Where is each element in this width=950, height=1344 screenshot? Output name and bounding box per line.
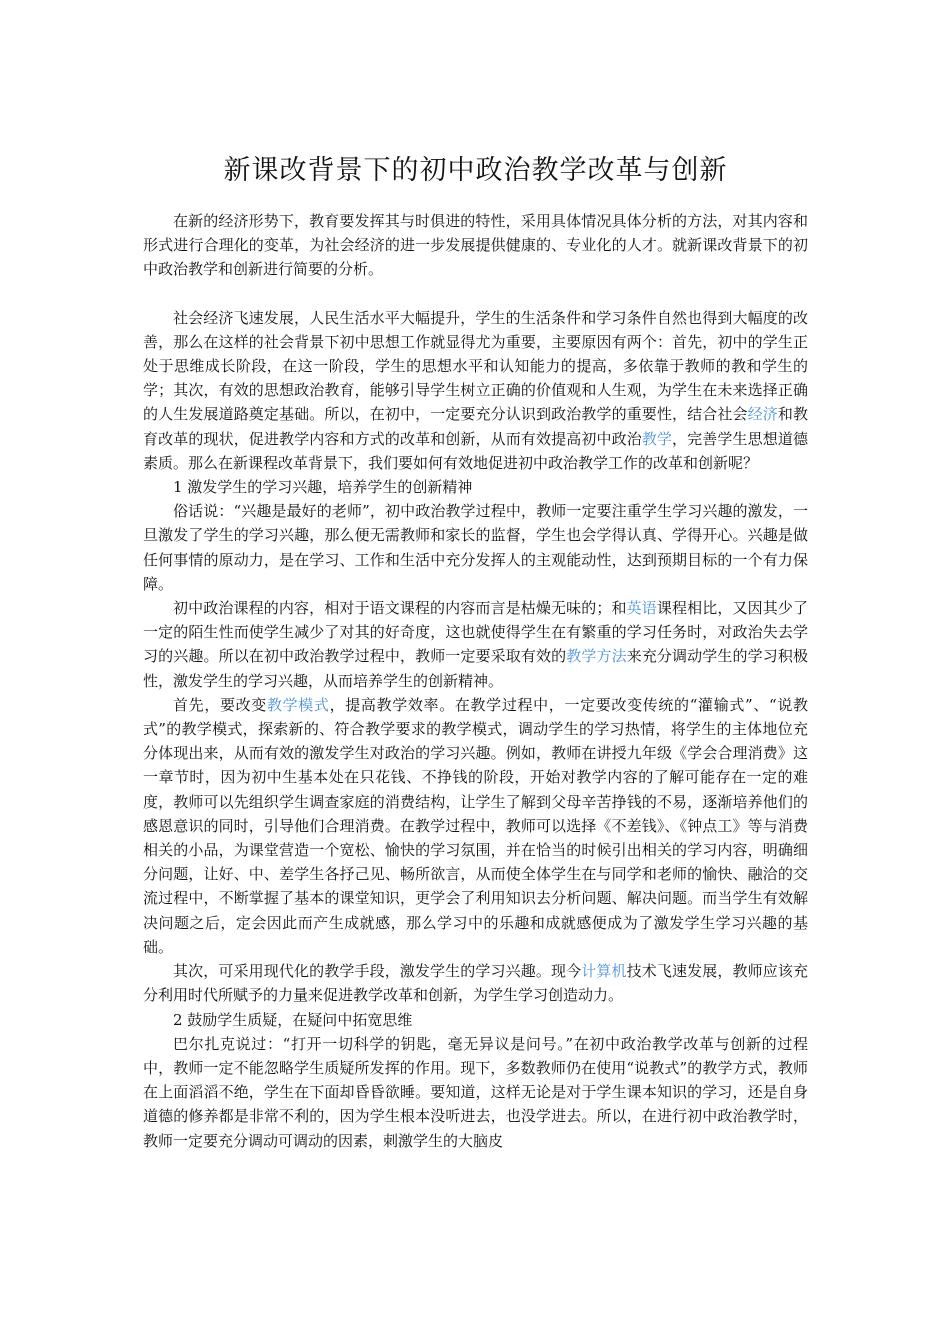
text-span: 初中政治课程的内容，相对于语文课程的内容而言是枯燥无味的；和 <box>173 599 627 618</box>
paragraph-interest: 俗话说：“兴趣是最好的老师”，初中政治教学过程中，教师一定要注重学生学习兴趣的激发，一旦激发了学生的学习兴趣，那么便无需教师和家长的监督，学生也会学得认真、学得开心。兴趣是做任何事情的原动力，是在学习、工作和生活中充分发挥人的主观能动性，达到预期目标的一个有力保障。 <box>143 502 808 593</box>
text-span: 首先，要改变 <box>173 695 267 714</box>
paragraph-modern-means <box>143 959 808 1007</box>
text-span: 和教育改革的现状，促进教学内容和方式的改革和创新，从而有效提高初中政治 <box>143 405 808 448</box>
link-jiaoxue[interactable]: 教学 <box>641 429 673 448</box>
page-title: 新课改背景下的初中政治教学改革与创新 <box>223 155 728 186</box>
paragraph-course-content <box>143 596 808 693</box>
text-span: 课程相比，又因其少了一定的陌生性而使学生减少了对其的好奇度，这也就使得学生在有繁重的学习任务时，对政治失去学习的兴趣。所以在初中政治教学过程中，教师一定要采取有效的 <box>143 599 808 666</box>
section-heading-1: 1 激发学生的学习兴趣，培养学生的创新精神 <box>173 478 473 497</box>
link-jiaoxue-fangfa[interactable]: 教学方法 <box>566 647 627 666</box>
link-yingyu[interactable]: 英语 <box>626 599 657 618</box>
intro-paragraph: 在新的经济形势下，教育要发挥其与时俱进的特性，采用具体情况具体分析的方法，对其内容和形式进行合理化的变革，为社会经济的进一步发展提供健康的、专业化的人才。就新课改背景下的初中政治教学和创新进行简要的分析。 <box>143 212 808 279</box>
section-heading-2: 2 鼓励学生质疑，在疑问中拓宽思维 <box>173 1010 413 1029</box>
text-span: 社会经济飞速发展，人民生活水平大幅提升，学生的生活条件和学习条件自然也得到大幅度的改善，那么在这样的社会背景下初中思想工作就显得尤为重要，主要原因有两个：首先，初中的学生正处于思维成长阶段，在这一阶段，学生的思想水平和认知能力的提高，多依靠于教师的教和学生的学；其次，有效的思想政治教育，能够引导学生树立正确的价值观和人生观，为学生在未来选择正确的人生发展道路奠定基础。所以，在初中，一定要充分认识到政治教学的重要性，结合社会 <box>143 308 808 424</box>
text-span: ，提高教学效率。在教学过程中，一定要改变传统的“灌输式”、“说教式”的教学模式，探索新的、符合教学要求的教学模式，调动学生的学习热情，将学生的主体地位充分体现出来，从而有效的激发学生对政治的学习兴趣。例如，教师在讲授九年级《学会合理消费》这一章节时，因为初中生基本处在只花钱、不挣钱的阶段，开始对教学内容的了解可能存在一定的难度，教师可以先组织学生调查家庭的消费结构，让学生了解到父母辛苦挣钱的不易，逐渐培养他们的感恩意识的同时，引导他们合理消费。在教学过程中，教师可以选择《不差钱》、《钟点工》等与消费相关的小品，为课堂营造一个宽松、愉快的学习氛围，并在恰当的时候引出相关的学习内容，明确细分问题，让好、中、差学生各抒己见、畅所欲言，从而使全体学生在与同学和老师的愉快、融洽的交流过程中，不断掌握了基本的课堂知识，更学会了利用知识去分析问题、解决问题。而当学生有效解决问题之后，定会因此而产生成就感，那么学习中的乐趣和成就感便成为了激发学生学习兴趣的基础。 <box>143 695 808 956</box>
text-span: 其次，可采用现代化的教学手段，激发学生的学习兴趣。现今 <box>173 962 582 981</box>
text-span: 来充分调动学生的学习积极性，激发学生的学习兴趣，从而培养学生的创新精神。 <box>143 647 808 690</box>
text-span: ，完善学生思想道德素质。那么在新课程改革背景下，我们要如何有效地促进初中政治教学工作的改革和创新呢？ <box>143 429 808 472</box>
link-jisuanji[interactable]: 计算机 <box>581 962 627 981</box>
paragraph-questioning: 巴尔扎克说过：“打开一切科学的钥匙，毫无异议是问号。”在初中政治教学改革与创新的过程中，教师一定不能忽略学生质疑所发挥的作用。现下，多数教师仍在使用“说教式”的教学方式，教师在上面滔滔不绝，学生在下面却昏昏欲睡。要知道，这样无论是对于学生课本知识的学习，还是自身道德的修养都是非常不利的，因为学生根本没听进去，也没学进去。所以，在进行初中政治教学时，教师一定要充分调动可调动的因素，刺激学生的大脑皮 <box>143 1034 808 1150</box>
paragraph-teaching-mode <box>143 693 808 959</box>
document-page <box>143 148 808 1153</box>
paragraph-background <box>143 306 808 475</box>
link-jiaoxue-moshi[interactable]: 教学模式 <box>266 695 330 714</box>
text-span: 技术飞速发展，教师应该充分利用时代所赋予的力量来促进教学改革和创新，为学生学习创造动力。 <box>143 962 808 1005</box>
paragraph-gap <box>143 282 808 306</box>
link-jingji[interactable]: 经济 <box>747 405 778 424</box>
